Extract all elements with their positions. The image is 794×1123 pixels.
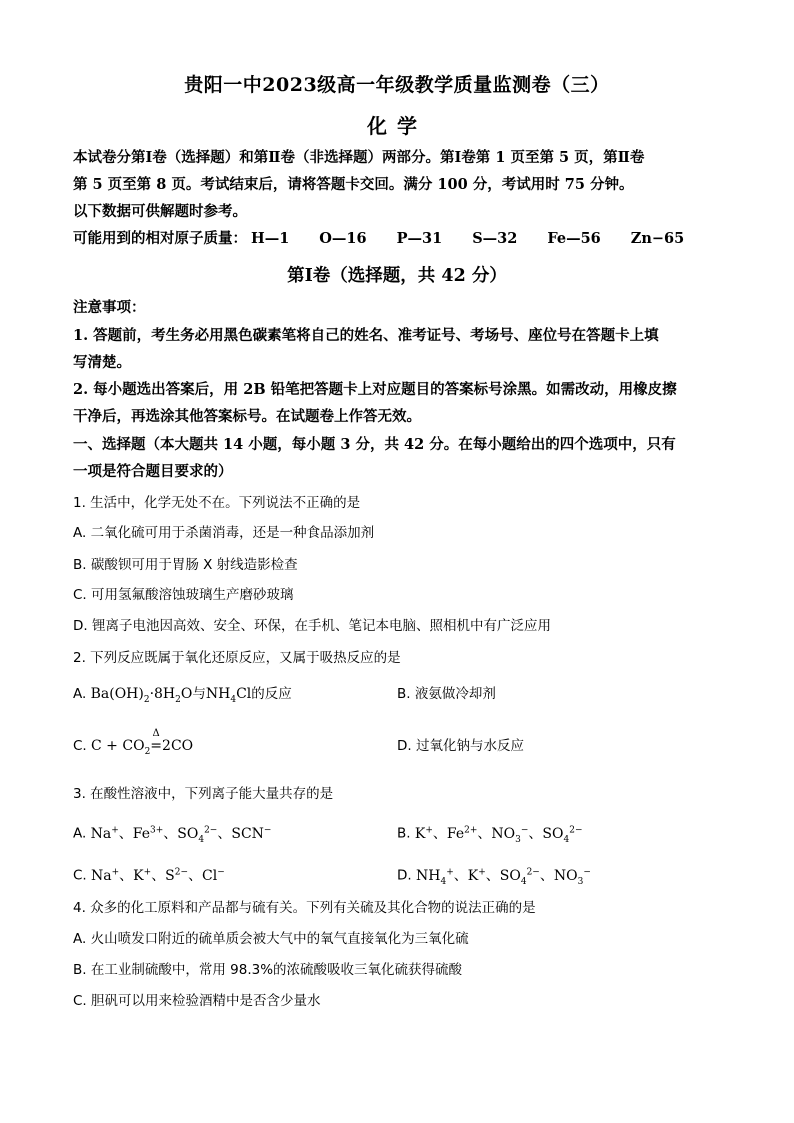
q2-option-a (73, 684, 292, 710)
q4-option-a: A. 火山喷发口附近的硫单质会被大气中的氧气直接氧化为三氧化硫 (73, 931, 469, 947)
atomic-masses (73, 229, 714, 249)
part-heading-b: 一项是符合题目要求的） (73, 463, 233, 480)
part-heading-a: 一、选择题（本大题共 14 小题，每小题 3 分，共 42 分。在每小题给出的四个选项中，只有 (73, 436, 676, 453)
section-title: 第Ⅰ卷（选择题，共 42 分） (287, 266, 507, 286)
q3-option-c (73, 862, 225, 886)
notice-1b: 写清楚。 (73, 354, 131, 371)
q3-option-a-label: A. (73, 825, 87, 842)
q2-option-a-tail: 的反应 (251, 686, 292, 702)
mass-s: S—32 (472, 230, 518, 247)
q1-option-c: C. 可用氢氟酸溶蚀玻璃生产磨砂玻璃 (73, 587, 294, 603)
q2-delta-symbol: Δ (152, 728, 160, 739)
notice-2b: 干净后，再选涂其他答案标号。在试题卷上作答无效。 (73, 408, 421, 425)
q3-option-a (73, 820, 271, 849)
atomic-masses-label: 可能用到的相对原子质量： (73, 230, 247, 247)
q4-option-b: B. 在工业制硫酸中，常用 98.3%的浓硫酸吸收三氧化硫获得硫酸 (73, 962, 463, 978)
q3-option-d (397, 862, 591, 891)
q2-option-c-label: C. (73, 738, 87, 754)
q4-stem: 4. 众多的化工原料和产品都与硫有关。下列有关硫及其化合物的说法正确的是 (73, 900, 536, 916)
notice-title: 注意事项： (73, 299, 146, 316)
mass-fe: Fe—56 (547, 230, 601, 247)
q1-option-a: A. 二氧化硫可用于杀菌消毒，还是一种食品添加剂 (73, 525, 375, 541)
mass-o: O—16 (319, 230, 367, 247)
mass-h: H—1 (251, 230, 290, 247)
q2-formula-2co: 2CO (162, 738, 194, 754)
q3-option-d-label: D. (397, 867, 412, 884)
q3-ions-c: Na+、K+、$S^{2-}$、Cl− (91, 867, 225, 884)
q2-option-a-and: 与 (192, 686, 206, 702)
q3-ions-d: $NH_4^+$、K+、$SO_4^{2-}$、$NO_3^-$ (415, 867, 591, 887)
q1-option-b: B. 碳酸钡可用于胃肠 X 射线造影检查 (73, 557, 298, 573)
notice-2a: 2. 每小题选出答案后，用 2B 铅笔把答题卡上对应题目的答案标号涂黑。如需改动，用橡皮擦 (73, 381, 677, 398)
q3-option-b (397, 820, 583, 849)
q2-formula-c-co2: $C + CO_2$ (91, 738, 151, 757)
q1-stem: 1. 生活中，化学无处不在。下列说法不正确的是 (73, 495, 361, 511)
q2-formula-baoh2: $Ba(OH)_2\cdot 8H_2O$ (90, 686, 193, 705)
intro-line-2: 第 5 页至第 8 页。考试结束后，请将答题卡交回。满分 100 分，考试用时 75 分钟。 (73, 176, 634, 193)
intro-line-1: 本试卷分第Ⅰ卷（选择题）和第Ⅱ卷（非选择题）两部分。第Ⅰ卷第 1 页至第 5 页，第Ⅱ卷 (73, 149, 645, 166)
q2-option-b: B. 液氨做冷却剂 (397, 686, 496, 702)
q1-option-d: D. 锂离子电池因高效、安全、环保，在手机、笔记本电脑、照相机中有广泛应用 (73, 618, 551, 634)
q2-option-c (73, 728, 194, 762)
mass-p: P—31 (396, 230, 443, 247)
exam-title: 贵阳一中2023级高一年级教学质量监测卷（三） (184, 74, 610, 96)
q3-ions-b: K+、$Fe^{2+}$、$NO_3^-$、$SO_4^{2-}$ (414, 825, 583, 845)
q3-option-b-label: B. (397, 825, 411, 842)
q2-formula-nh4cl: $NH_4Cl$ (205, 686, 252, 705)
q2-heat-equals: Δ = (150, 736, 162, 756)
q3-stem: 3. 在酸性溶液中，下列离子能大量共存的是 (73, 786, 334, 802)
q2-option-d: D. 过氧化钠与水反应 (397, 738, 524, 754)
subject-title: 化学 (367, 114, 427, 138)
q4-option-c: C. 胆矾可以用来检验酒精中是否含少量水 (73, 993, 321, 1009)
q2-option-a-label: A. (73, 686, 87, 702)
mass-zn: Zn−65 (630, 230, 685, 247)
q2-stem: 2. 下列反应既属于氧化还原反应，又属于吸热反应的是 (73, 650, 401, 666)
notice-1a: 1. 答题前，考生务必用黑色碳素笔将自己的姓名、准考证号、考场号、座位号在答题卡上填 (73, 327, 659, 344)
q3-option-c-label: C. (73, 867, 87, 884)
intro-line-3: 以下数据可供解题时参考。 (73, 203, 247, 220)
q3-ions-a: Na+、$Fe^{3+}$、$SO_4^{2-}$、SCN− (90, 825, 272, 845)
